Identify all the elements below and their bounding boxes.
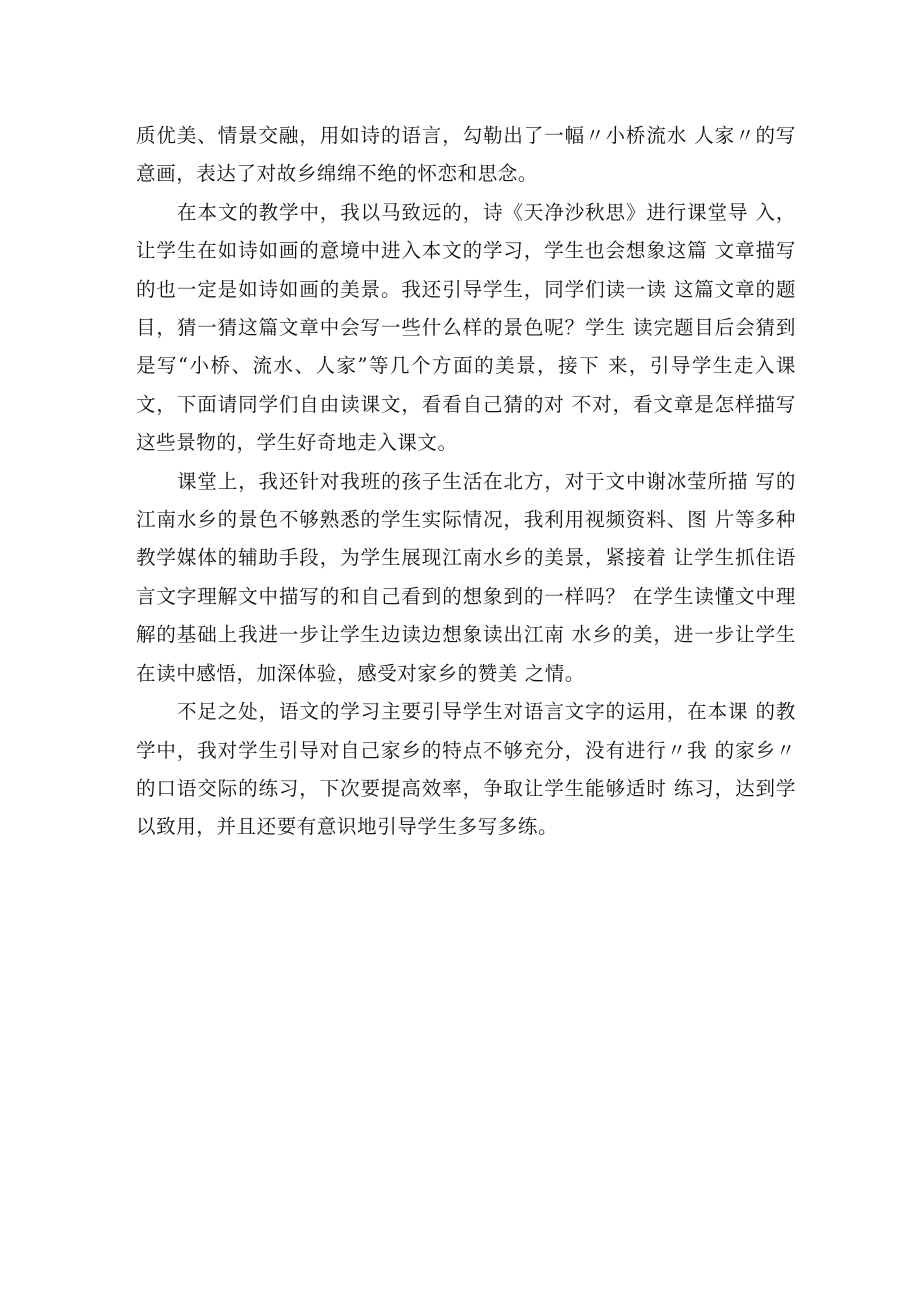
paragraph-1: 质优美、情景交融，用如诗的语言，勾勒出了一幅〃小桥流水 人家〃的写意画，表达了对故乡绵绵不绝的怀恋和思念。 xyxy=(136,124,796,186)
document-body xyxy=(136,117,796,847)
paragraph-3: 课堂上，我还针对我班的孩子生活在北方，对于文中谢冰莹所描 写的江南水乡的景色不够熟悉的学生实际情况，我利用视频资料、图 片等多种教学媒体的辅助手段，为学生展现江南水乡的美景，紧接着 让学生抓住语言文字理解文中描写的和自己看到的想象到的一样吗？ 在学生读懂文中理解的基础上我进一步让学生边读边想象读出江南 水乡的美，进一步让学生在读中感悟，加深体验，感受对家乡的赞美 之情。 xyxy=(136,469,796,685)
paragraph-4: 不足之处，语文的学习主要引导学生对语言文字的运用，在本课 的教学中，我对学生引导对自己家乡的特点不够充分，没有进行〃我 的家乡〃的口语交际的练习，下次要提高效率，争取让学生能够适时 练习，达到学以致用，并且还要有意识地引导学生多写多练。 xyxy=(136,700,796,839)
paragraph-2: 在本文的教学中，我以马致远的，诗《天净沙秋思》进行课堂导 入，让学生在如诗如画的意境中进入本文的学习，学生也会想象这篇 文章描写的也一定是如诗如画的美景。我还引导学生，同学们读一读 这篇文章的题目，猜一猜这篇文章中会写一些什么样的景色呢？学生 读完题目后会猜到是写“小桥、流水、人家”等几个方面的美景，接下 来，引导学生走入课文，下面请同学们自由读课文，看看自己猜的对 不对，看文章是怎样描写这些景物的，学生好奇地走入课文。 xyxy=(136,200,796,455)
